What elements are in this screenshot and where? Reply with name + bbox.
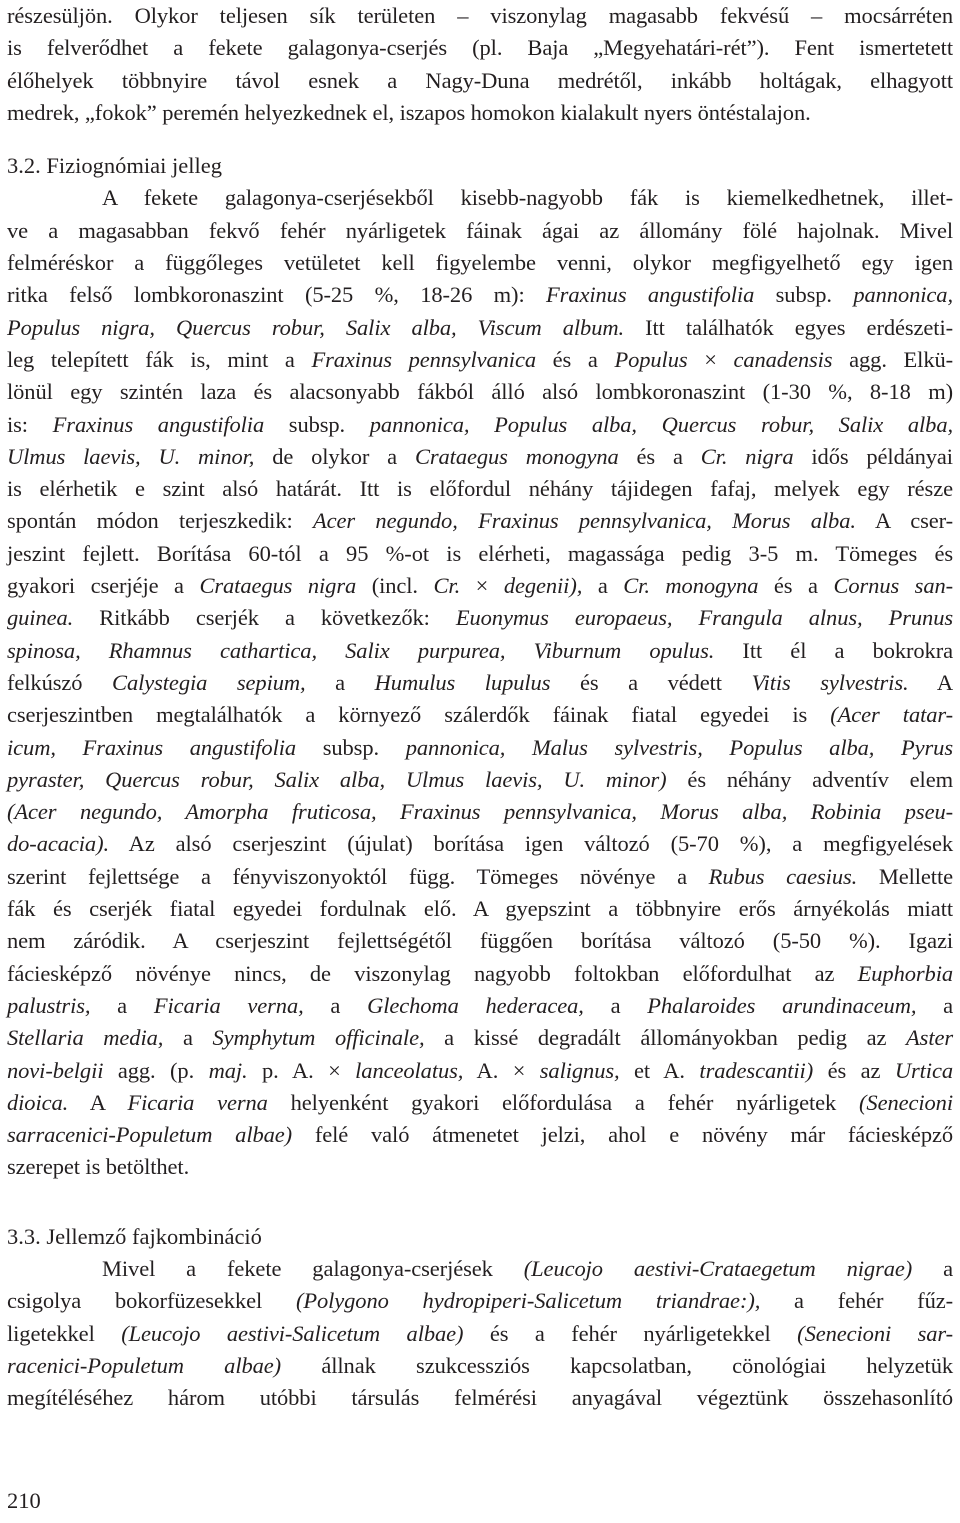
text-line [7,635,953,667]
text-run: megítéléséhez három utóbbi társulás felmérési anyagával végeztünk összehasonlító [7,1385,953,1411]
italic-run: Euonymus europaeus, Frangula alnus, Prunus [455,605,954,631]
text-line [7,990,953,1022]
text-run: fák és cserjék fiatal egyedei fordulnak elő. A gyepszint a többnyire erős árnyékolás miatt [7,896,953,922]
italic-run: Vitis sylvestris. [751,669,909,695]
text-line [7,861,953,893]
italic-run: (Polygono hydropiperi-Salicetum triandrae:), [295,1288,761,1314]
text-line [7,1253,953,1285]
text-run: a [582,573,624,599]
italic-run: Cornus san- [833,573,954,599]
section-body [7,182,953,1183]
italic-run: Fraxinus angustifolia [52,411,265,437]
text-run: agg. Elkü- [832,346,954,372]
italic-run: Euphorbia [857,960,953,986]
italic-run: Ficaria verna, [153,992,304,1018]
text-run: állnak szukcessziós kapcsolatban, cönológiai helyzetük [281,1352,953,1378]
text-run: × [460,573,504,599]
section-heading: 3.3. Jellemző fajkombináció [7,1223,262,1249]
text-line [7,925,953,957]
text-run: és a [758,573,834,599]
text-run: a [90,992,154,1018]
text-line: élőhelyek többnyire távol esnek a Nagy-Duna medrétől, inkább holtágak, elhagyott [7,67,953,93]
section-3-2 [7,150,953,1184]
italic-run: Symphytum officinale, [212,1025,425,1051]
section-heading: 3.2. Fiziognómiai jelleg [7,153,222,179]
text-line [7,1119,953,1151]
italic-run: Cr. nigra [700,443,794,469]
text-run: A cser- [855,508,953,534]
text-run: idős példányai [793,443,953,469]
text-run: subsp. [264,411,370,437]
italic-run: do-acacia). [7,831,109,857]
text-run: leg telepített fák is, mint a [7,346,312,372]
section-3-3 [7,1221,953,1415]
text-line [7,344,953,376]
italic-run: Ficaria verna [127,1089,268,1115]
text-run: a [583,992,648,1018]
text-line [7,505,953,537]
text-run: lönül egy szintén laza és alacsonyabb fákból álló alsó lombkoronaszint (1-30 %, 8-18 m) [7,379,953,405]
italic-run: Cr. monogyna [623,573,759,599]
text-run: nem záródik. A cserjeszint fejlettségétől függően borítása változó (5-50 %). Igazi [7,928,953,954]
italic-run: dioica. [7,1089,69,1115]
text-line [7,699,953,731]
text-line [7,182,953,214]
italic-run: pyraster, Quercus robur, Salix alba, Ulmus laevis, U. minor) [7,766,667,792]
text-run: agg. (p. [103,1057,209,1083]
italic-run: Fraxinus angustifolia [546,282,755,308]
text-line [7,1382,953,1414]
italic-run: sarracenici-Populetum albae) [7,1122,293,1148]
text-run: és a fehér nyárligetekkel [463,1320,798,1346]
text-line [7,1022,953,1054]
text-run: subsp. [754,282,854,308]
italic-run: (Acer negundo, Amorpha fruticosa, Fraxinus pennsylvanica, Morus alba, Robinia pseu- [7,799,953,825]
text-line: is felverődhet a fekete galagonya-cserjés (pl. Baja „Megyehatári-rét”). Fent ismertetett [7,35,953,61]
text-line [7,473,953,505]
italic-run: Acer negundo, Fraxinus pennsylvanica, Morus alba. [313,508,856,534]
italic-run: tradescantii) [699,1057,814,1083]
text-run: szerepet is betölthet. [7,1154,190,1180]
spacer [7,129,953,150]
italic-run: Urtica [894,1057,953,1083]
text-line [7,1350,953,1382]
italic-run: Populus [614,346,688,372]
text-line [7,441,953,473]
italic-run: (Leucojo aestivi-Crataegetum nigrae) [523,1255,913,1281]
italic-run: salignus, [539,1057,620,1083]
italic-run: (Acer tatar- [830,702,953,728]
text-run: A [68,1089,128,1115]
italic-run: Humulus lupulus [374,669,551,695]
italic-run: Crataegus monogyna [414,443,619,469]
text-line [7,247,953,279]
text-run: Mivel a fekete galagonya-cserjések [102,1255,524,1281]
italic-run: (Senecioni [859,1089,953,1115]
text-line [7,958,953,990]
text-run: fáciesképző növénye nincs, de viszonylag nagyobb foltokban előfordulhat az [7,960,858,986]
text-line [7,796,953,828]
text-run: jeszint fejlett. Borítása 60-tól a 95 %-ot is elérheti, magassága pedig 3-5 m. Tömeges és [7,540,953,566]
text-run: és az [813,1057,895,1083]
text-line [7,893,953,925]
text-line [7,602,953,634]
text-line [7,570,953,602]
italic-run: Rubus caesius. [708,863,858,889]
italic-run: Aster [906,1025,954,1051]
text-run: a kissé degradált állományokban pedig az [424,1025,907,1051]
italic-run: Populus nigra, Quercus robur, Salix alba, Viscum album. [7,314,625,340]
text-run: is: [7,411,53,437]
text-run: Itt él a bokrokra [714,637,953,663]
text-run: ritka felső lombkoronaszint (5-25 %, 18-26 m): [7,282,547,308]
text-line: medrek, „fokok” peremén helyezkednek el, iszapos homokon kialakult nyers öntéstalajon. [7,99,811,125]
text-run: szerint fejlettsége a fényviszonyoktól függ. Tömeges növénye a [7,863,709,889]
text-run: A. × [463,1057,540,1083]
italic-run: pannonica, Malus sylvestris, Populus alba, Pyrus [405,734,953,760]
italic-run: guinea. [7,605,74,631]
italic-run: Crataegus nigra [199,573,357,599]
text-run: Itt találhatók egyes erdészeti- [624,314,953,340]
text-line [7,1285,953,1317]
text-run: és a [618,443,701,469]
text-line [7,279,953,311]
italic-run: degenii), [503,573,583,599]
italic-run: Cr. [433,573,461,599]
italic-run: (Senecioni sar- [797,1320,953,1346]
italic-run: palustris, [7,992,91,1018]
text-line [7,1151,953,1183]
italic-run: pannonica, [853,282,953,308]
italic-run: Phalaroides arundinaceum, [647,992,917,1018]
text-line [7,409,953,441]
italic-run: maj. [208,1057,248,1083]
text-run: is elérhetik e szint alsó határát. Itt is előfordul néhány tájidegen fafaj, melyek egy része [7,476,953,502]
text-run: és a védett [550,669,752,695]
page-body [7,0,953,1414]
text-line: részesüljön. Olykor teljesen sík területen – viszonylag magasabb fekvésű – mocsárréten [7,3,953,28]
text-line [7,312,953,344]
text-run: a [305,669,375,695]
italic-run: icum, Fraxinus angustifolia [7,734,297,760]
text-run: Mellette [857,863,953,889]
italic-run: Ulmus laevis, U. minor, [7,443,255,469]
text-line [7,538,953,570]
intro-paragraph [7,0,953,129]
text-run: Ritkább cserjék a következők: [73,605,456,631]
text-run: a [916,992,954,1018]
text-run: subsp. [296,734,406,760]
italic-run: pannonica, Populus alba, Quercus robur, Salix alba, [369,411,953,437]
text-run: és a [536,346,615,372]
text-line [7,667,953,699]
spacer [7,1184,953,1221]
text-run: felkúszó [7,669,113,695]
text-run: felméréskor a függőleges vetületet kell figyelembe venni, olykor megfigyelhető egy igen [7,250,953,276]
text-run: A fekete galagonya-cserjésekből kisebb-nagyobb fák is kiemelkedhetnek, illet- [102,185,953,211]
text-run: a fehér fűz- [760,1288,953,1314]
text-line [7,1055,953,1087]
italic-run: Stellaria media, [7,1025,164,1051]
text-line [7,376,953,408]
italic-run: Calystegia sepium, [112,669,306,695]
text-run: Az alsó cserjeszint (újulat) borítása igen változó (5-70 %), a megfigyelések [109,831,953,857]
text-run: p. A. × [247,1057,356,1083]
page-number: 210 [7,1488,41,1513]
text-run: felé való átmenetet jelzi, ahol e növény már fáciesképző [292,1122,953,1148]
text-run: a [912,1255,953,1281]
text-run: de olykor a [254,443,415,469]
text-run: ve a magasabban fekvő fehér nyárligetek fáinak ágai az állomány fölé hajolnak. Mivel [7,217,953,243]
text-run: és néhány adventív elem [666,766,953,792]
text-run: a [163,1025,213,1051]
text-run: spontán módon terjeszkedik: [7,508,313,534]
italic-run: spinosa, Rhamnus cathartica, Salix purpurea, Viburnum opulus. [7,637,715,663]
text-line [7,215,953,247]
text-run: (incl. [356,573,434,599]
text-run: ligetekkel [7,1320,122,1346]
text-line [7,828,953,860]
text-line [7,732,953,764]
text-run: et A. [619,1057,700,1083]
italic-run: Fraxinus pennsylvanica [311,346,536,372]
italic-run: canadensis [733,346,833,372]
text-line [7,1318,953,1350]
text-run: A [908,669,954,695]
text-run: helyenként gyakori előfordulása a fehér nyárligetek [267,1089,860,1115]
text-run: csigolya bokorfüzesekkel [7,1288,296,1314]
section-body [7,1253,953,1414]
text-run: × [687,346,734,372]
text-run: gyakori cserjéje a [7,573,200,599]
italic-run: novi-belgii [7,1057,104,1083]
text-run: a [303,992,368,1018]
italic-run: Glechoma hederacea, [367,992,584,1018]
italic-run: lanceolatus, [355,1057,464,1083]
text-line [7,1087,953,1119]
italic-run: (Leucojo aestivi-Salicetum albae) [121,1320,464,1346]
italic-run: racenici-Populetum albae) [7,1352,282,1378]
text-run: cserjeszintben megtalálhatók a környező szálerdők fáinak fiatal egyedei is [7,702,831,728]
text-line [7,764,953,796]
